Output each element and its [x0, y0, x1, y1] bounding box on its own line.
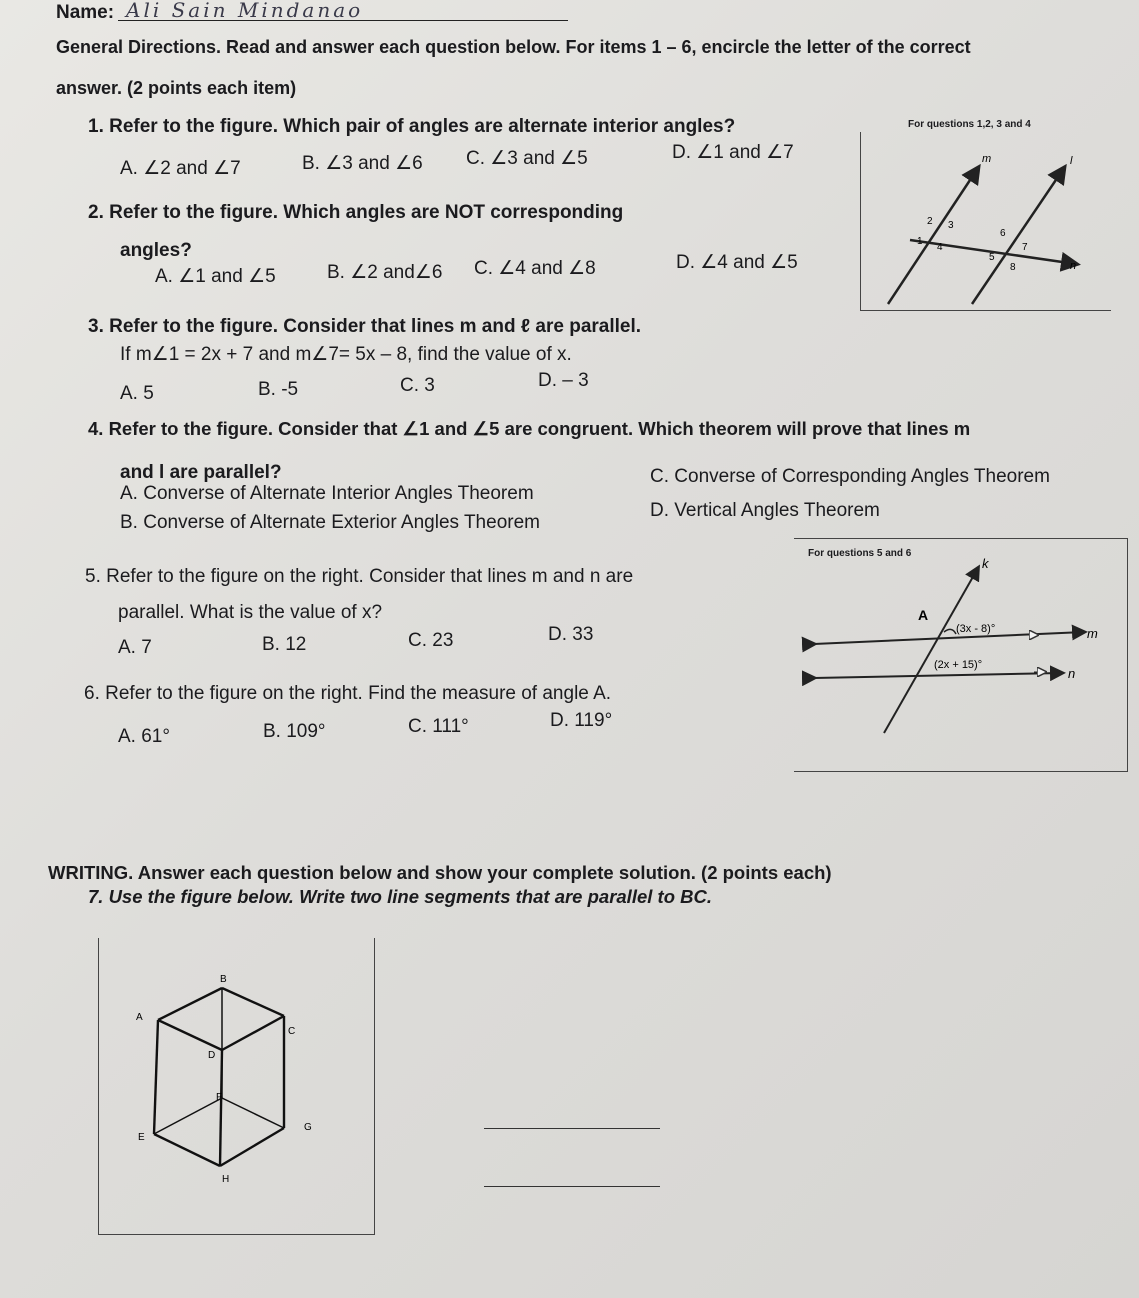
label-m-line: m	[1087, 626, 1098, 641]
q4-stem: 4. Refer to the figure. Consider that ∠1 and ∠5 are congruent. Which theorem will prove that lines m	[88, 418, 971, 439]
directions-line2: answer. (2 points each item)	[56, 78, 297, 98]
edge-fg	[222, 1098, 284, 1128]
q1-choice-c[interactable]: C. ∠3 and ∠5	[466, 148, 588, 169]
q4-choice-c[interactable]: C. Converse of Corresponding Angles Theorem	[650, 466, 1050, 487]
label-1: 1	[917, 236, 923, 247]
figure2-diagram	[794, 538, 1127, 770]
edge-hg	[220, 1128, 284, 1166]
edge-ab	[158, 988, 222, 1020]
q2-stem: 2. Refer to the figure. Which angles are NOT corresponding	[88, 202, 624, 223]
edge-eh	[154, 1134, 220, 1166]
label-2: 2	[927, 216, 933, 227]
answer-line-2[interactable]	[484, 1186, 660, 1187]
name-handwritten: Ali Sain Mindanao	[126, 0, 364, 22]
label-6: 6	[1000, 228, 1006, 239]
vertex-e: E	[138, 1132, 145, 1143]
edge-ae	[154, 1020, 158, 1134]
q5-choice-b[interactable]: B. 12	[262, 634, 307, 655]
figure1-diagram	[860, 132, 1110, 312]
q2-choice-b[interactable]: B. ∠2 and∠6	[327, 262, 443, 283]
q5-stem-2: parallel. What is the value of x?	[118, 602, 383, 623]
q3-choice-a[interactable]: A. 5	[120, 383, 154, 404]
label-n-line: n	[1068, 666, 1076, 681]
edge-dc	[222, 1016, 284, 1050]
edge-ef	[154, 1098, 222, 1134]
figure3-diagram	[98, 938, 373, 1234]
vertex-b: B	[220, 974, 227, 985]
q5-choice-d[interactable]: D. 33	[548, 624, 594, 645]
q3-choice-d[interactable]: D. – 3	[538, 370, 589, 391]
line-l	[972, 168, 1064, 304]
q5-choice-c[interactable]: C. 23	[408, 630, 454, 651]
label-5: 5	[989, 252, 995, 263]
q6-choice-a[interactable]: A. 61°	[118, 726, 170, 747]
directions-line1: General Directions. Read and answer each question below. For items 1 – 6, encircle the letter of the correct	[56, 37, 971, 57]
label-4: 4	[937, 242, 943, 253]
label-3x-8: (3x - 8)°	[956, 623, 996, 635]
label-n: n	[1070, 260, 1077, 272]
edge-ad	[158, 1020, 222, 1050]
q3-choice-c[interactable]: C. 3	[400, 375, 435, 396]
q4-stem-2: and l are parallel?	[120, 462, 282, 483]
edge-bc	[222, 988, 284, 1016]
q2-choice-c[interactable]: C. ∠4 and ∠8	[474, 258, 596, 279]
label-8: 8	[1010, 262, 1016, 273]
label-2x-15: (2x + 15)°	[934, 659, 983, 671]
label-angle-a: A	[918, 607, 929, 623]
q4-choice-a[interactable]: A. Converse of Alternate Interior Angles Theorem	[120, 483, 534, 504]
q3-choice-b[interactable]: B. -5	[258, 379, 299, 400]
label-m: m	[982, 153, 992, 165]
q6-choice-d[interactable]: D. 119°	[550, 710, 613, 731]
q1-stem: 1. Refer to the figure. Which pair of angles are alternate interior angles?	[88, 116, 736, 137]
vertex-h: H	[222, 1174, 230, 1185]
q6-stem: 6. Refer to the figure on the right. Find the measure of angle A.	[84, 683, 612, 704]
q1-choice-b[interactable]: B. ∠3 and ∠6	[302, 153, 423, 174]
q2-stem-2: angles?	[120, 240, 192, 261]
q5-choice-a[interactable]: A. 7	[118, 637, 152, 658]
q1-choice-a[interactable]: A. ∠2 and ∠7	[120, 158, 241, 179]
q3-stem-2: If m∠1 = 2x + 7 and m∠7= 5x – 8, find the value of x.	[120, 344, 572, 365]
angle-a-arc	[944, 629, 956, 634]
q6-choice-b[interactable]: B. 109°	[263, 721, 326, 742]
vertex-d: D	[208, 1050, 216, 1061]
q4-choice-b[interactable]: B. Converse of Alternate Exterior Angles Theorem	[120, 512, 540, 533]
q6-choice-c[interactable]: C. 111°	[408, 716, 469, 737]
figure1-caption: For questions 1,2, 3 and 4	[908, 119, 1031, 130]
q1-choice-d[interactable]: D. ∠1 and ∠7	[672, 142, 794, 163]
vertex-a: A	[136, 1012, 143, 1023]
vertex-c: C	[288, 1026, 296, 1037]
line-m	[888, 168, 978, 304]
writing-heading: WRITING. Answer each question below and show your complete solution. (2 points each)	[48, 862, 832, 883]
line-n2	[814, 673, 1062, 678]
vertex-g: G	[304, 1122, 312, 1133]
label-7: 7	[1022, 242, 1028, 253]
figure2-caption: For questions 5 and 6	[808, 548, 912, 559]
q2-choice-a[interactable]: A. ∠1 and ∠5	[155, 266, 276, 287]
q7-stem: 7. Use the figure below. Write two line segments that are parallel to BC.	[88, 886, 712, 907]
q4-choice-d[interactable]: D. Vertical Angles Theorem	[650, 500, 880, 521]
line-m2	[814, 632, 1084, 644]
vertex-f: F	[216, 1092, 223, 1103]
name-label: Name:	[56, 2, 115, 23]
answer-line-1[interactable]	[484, 1128, 660, 1129]
q5-stem: 5. Refer to the figure on the right. Consider that lines m and n are	[85, 566, 634, 587]
q2-choice-d[interactable]: D. ∠4 and ∠5	[676, 252, 798, 273]
label-3: 3	[948, 220, 954, 231]
line-k	[884, 568, 978, 733]
q3-stem: 3. Refer to the figure. Consider that lines m and ℓ are parallel.	[88, 316, 642, 337]
label-k: k	[982, 556, 989, 571]
label-l: l	[1070, 155, 1073, 167]
